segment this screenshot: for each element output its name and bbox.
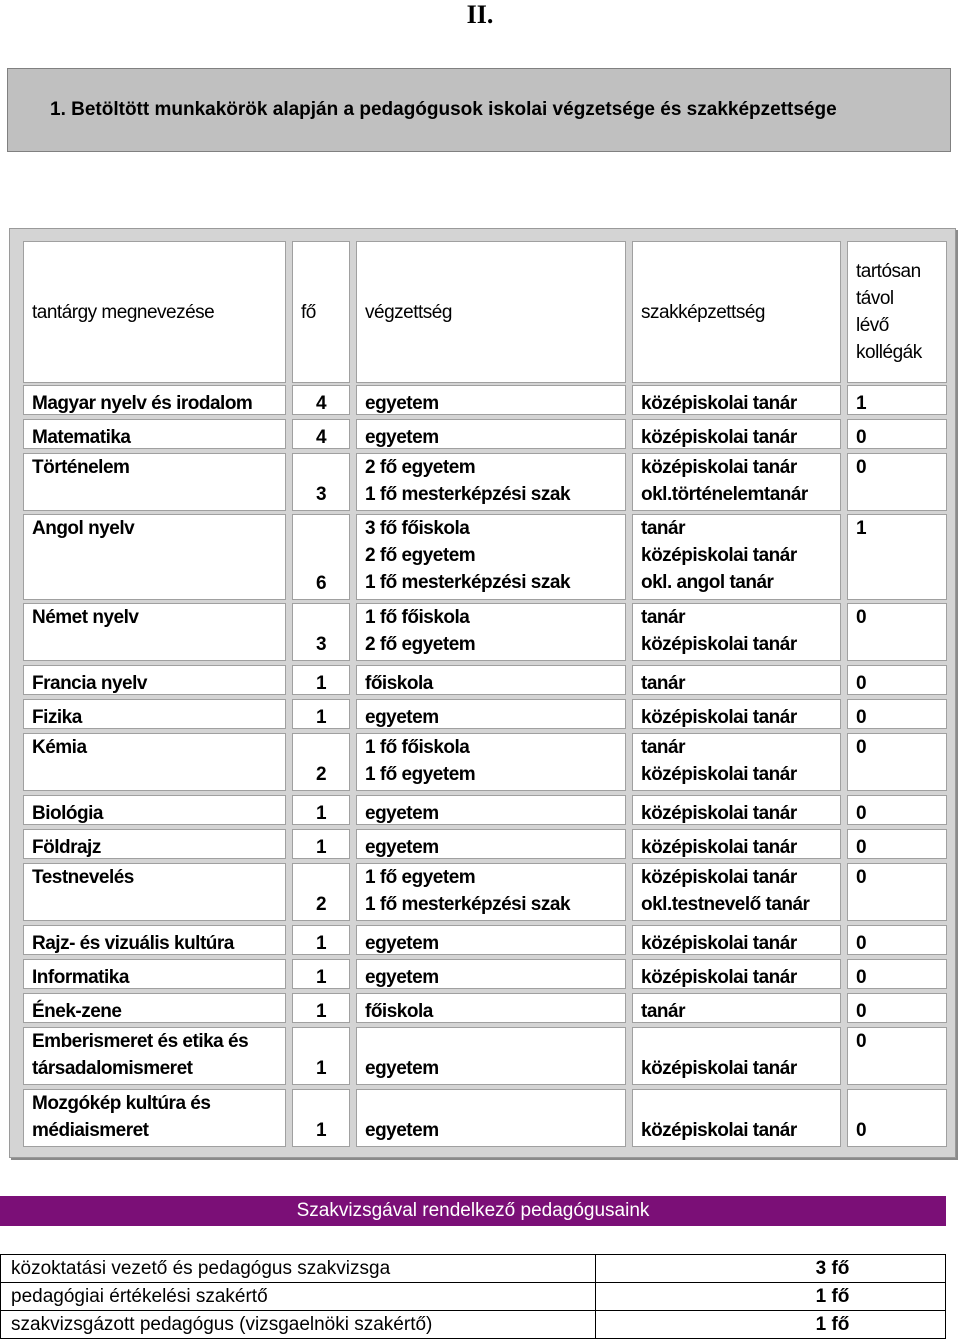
qualification-cell: középiskolai tanár [632, 1027, 841, 1085]
subject-cell: Történelem [23, 453, 286, 511]
absent-cell: 0 [847, 795, 947, 825]
absent-cell: 1 [847, 385, 947, 415]
education-cell: 2 fő egyetem 1 fő mesterképzési szak [356, 453, 626, 511]
qualification-cell: tanár [632, 665, 841, 695]
education-cell: egyetem [356, 699, 626, 729]
qualification-cell: középiskolai tanár okl.testnevelő tanár [632, 863, 841, 921]
exam-label: pedagógiai értékelési szakértő [1, 1283, 596, 1311]
qualification-cell: középiskolai tanár [632, 925, 841, 955]
subject-cell: Földrajz [23, 829, 286, 859]
absent-cell: 0 [847, 665, 947, 695]
count-cell: 1 [292, 665, 350, 695]
qualification-cell: tanár középiskolai tanár [632, 733, 841, 791]
count-cell: 1 [292, 925, 350, 955]
education-cell: egyetem [356, 419, 626, 449]
absent-cell: 0 [847, 453, 947, 511]
qualification-cell: középiskolai tanár [632, 959, 841, 989]
qualification-cell: középiskolai tanár [632, 795, 841, 825]
exam-value: 1 fő [595, 1311, 945, 1339]
exam-value: 1 fő [595, 1283, 945, 1311]
qualification-cell: középiskolai tanár [632, 385, 841, 415]
exam-value: 3 fő [595, 1255, 945, 1283]
subject-cell: Rajz- és vizuális kultúra [23, 925, 286, 955]
count-cell: 2 [292, 863, 350, 921]
subject-cell: Magyar nyelv és irodalom [23, 385, 286, 415]
subject-cell: Emberismeret és etika és társadalomismeret [23, 1027, 286, 1085]
subject-cell: Mozgókép kultúra és médiaismeret [23, 1089, 286, 1147]
subject-cell: Biológia [23, 795, 286, 825]
education-cell: 1 fő főiskola 1 fő egyetem [356, 733, 626, 791]
education-cell: egyetem [356, 795, 626, 825]
education-cell: egyetem [356, 959, 626, 989]
column-header: végzettség [356, 241, 626, 383]
absent-cell: 0 [847, 699, 947, 729]
education-cell: 3 fő főiskola 2 fő egyetem 1 fő mesterképzési szak [356, 514, 626, 600]
count-cell: 4 [292, 419, 350, 449]
section-title: 1. Betöltött munkakörök alapján a pedagógusok iskolai végzetsége és szakképzettsége [50, 99, 837, 120]
count-cell: 1 [292, 795, 350, 825]
subject-cell: Ének-zene [23, 993, 286, 1023]
staff-qualification-table [9, 228, 956, 1158]
absent-cell: 0 [847, 863, 947, 921]
absent-cell: 0 [847, 959, 947, 989]
column-header: szakképzettség [632, 241, 841, 383]
education-cell: egyetem [356, 1089, 626, 1147]
subject-cell: Német nyelv [23, 603, 286, 661]
subject-cell: Testnevelés [23, 863, 286, 921]
subject-cell: Francia nyelv [23, 665, 286, 695]
absent-cell: 0 [847, 925, 947, 955]
education-cell: egyetem [356, 1027, 626, 1085]
education-cell: 1 fő főiskola 2 fő egyetem [356, 603, 626, 661]
education-cell: 1 fő egyetem 1 fő mesterképzési szak [356, 863, 626, 921]
education-cell: főiskola [356, 993, 626, 1023]
absent-cell: 0 [847, 603, 947, 661]
qualification-cell: középiskolai tanár [632, 419, 841, 449]
exam-label: szakvizsgázott pedagógus (vizsgaelnöki szakértő) [1, 1311, 596, 1339]
table-row [1, 1255, 946, 1283]
count-cell: 3 [292, 603, 350, 661]
exam-section-table [0, 1254, 946, 1339]
section-title-box [7, 68, 951, 152]
qualification-cell: tanár középiskolai tanár [632, 603, 841, 661]
subject-cell: Kémia [23, 733, 286, 791]
section-roman-numeral: II. [466, 0, 494, 29]
education-cell: egyetem [356, 925, 626, 955]
subject-cell: Angol nyelv [23, 514, 286, 600]
count-cell: 1 [292, 699, 350, 729]
absent-cell: 1 [847, 514, 947, 600]
count-cell: 1 [292, 993, 350, 1023]
count-cell: 1 [292, 829, 350, 859]
count-cell: 6 [292, 514, 350, 600]
qualification-cell: középiskolai tanár [632, 829, 841, 859]
qualification-cell: tanár középiskolai tanár okl. angol tanár [632, 514, 841, 600]
count-cell: 1 [292, 1089, 350, 1147]
education-cell: egyetem [356, 385, 626, 415]
column-header: fő [292, 241, 350, 383]
education-cell: egyetem [356, 829, 626, 859]
exam-label: közoktatási vezető és pedagógus szakvizsga [1, 1255, 596, 1283]
count-cell: 3 [292, 453, 350, 511]
table-row [1, 1283, 946, 1311]
subject-cell: Fizika [23, 699, 286, 729]
count-cell: 4 [292, 385, 350, 415]
count-cell: 1 [292, 959, 350, 989]
absent-cell: 0 [847, 733, 947, 791]
count-cell: 1 [292, 1027, 350, 1085]
education-cell: főiskola [356, 665, 626, 695]
count-cell: 2 [292, 733, 350, 791]
table-row [1, 1311, 946, 1339]
absent-cell: 0 [847, 1089, 947, 1147]
qualification-cell: középiskolai tanár [632, 1089, 841, 1147]
exam-section-title: Szakvizsgával rendelkező pedagógusaink [0, 1196, 946, 1226]
absent-cell: 0 [847, 993, 947, 1023]
qualification-cell: tanár [632, 993, 841, 1023]
subject-cell: Informatika [23, 959, 286, 989]
absent-cell: 0 [847, 829, 947, 859]
column-header: tantárgy megnevezése [23, 241, 286, 383]
qualification-cell: középiskolai tanár [632, 699, 841, 729]
qualification-cell: középiskolai tanár okl.történelemtanár [632, 453, 841, 511]
absent-cell: 0 [847, 419, 947, 449]
column-header: tartósan távol lévő kollégák [847, 241, 947, 383]
absent-cell: 0 [847, 1027, 947, 1085]
subject-cell: Matematika [23, 419, 286, 449]
